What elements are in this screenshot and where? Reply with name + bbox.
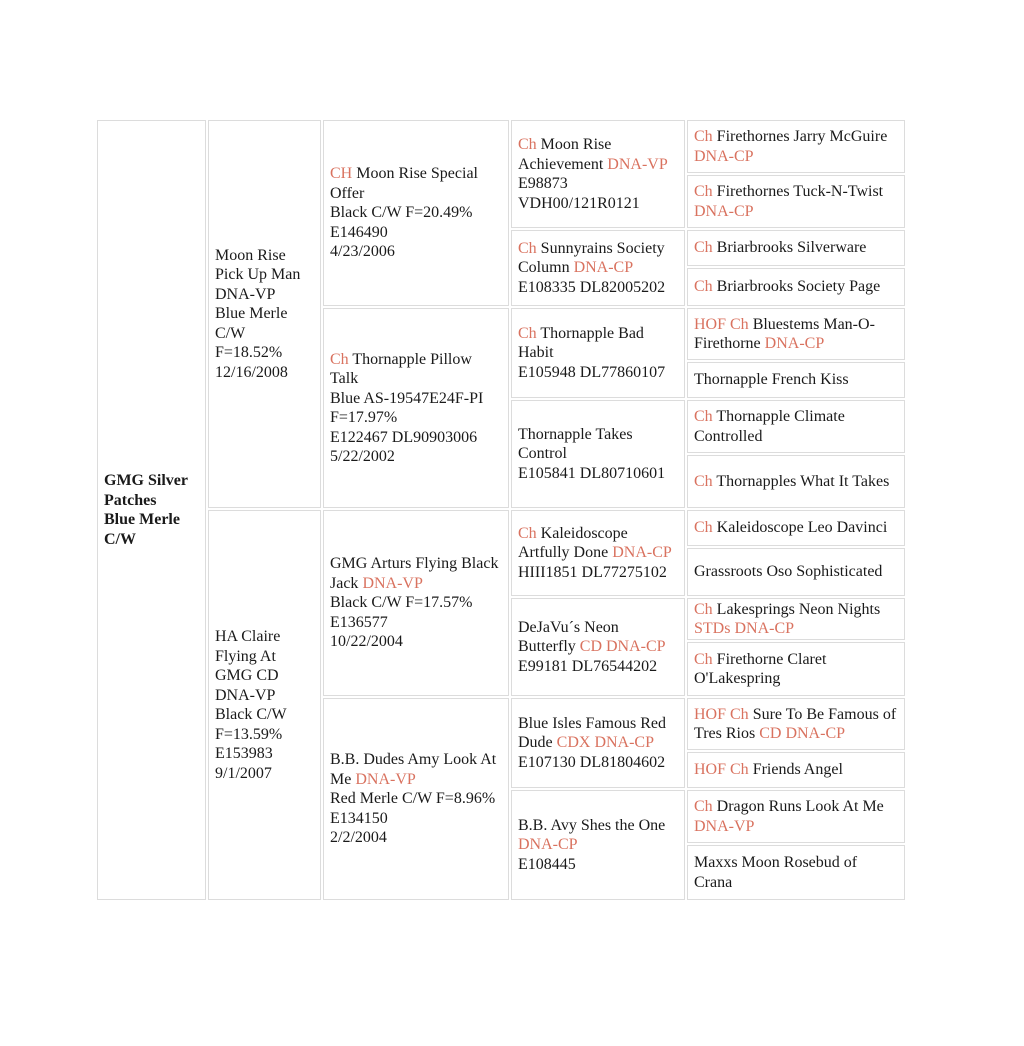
title-prefix: Ch	[694, 650, 713, 668]
ssdd-cell	[687, 268, 905, 306]
sdsd-cell	[687, 362, 905, 398]
dds-cell	[511, 698, 685, 788]
dna-tag: DNA-CP	[694, 202, 754, 220]
ssd-details: Ch Sunnyrains Society Column DNA-CP E108335 DL82005202	[518, 239, 666, 296]
ssdd-details: Ch Briarbrooks Society Page	[694, 278, 881, 296]
ddsd-details: HOF Ch Friends Angel	[694, 761, 843, 779]
ssds-details: Ch Briarbrooks Silverware	[694, 239, 867, 257]
sdsd-details: Thornapple French Kiss	[694, 371, 849, 389]
sdss-details: HOF Ch Bluestems Man-O-Firethorne DNA-CP	[694, 315, 875, 352]
ssss-details: Ch Firethornes Jarry McGuire DNA-CP	[694, 128, 888, 165]
ddds-details: Ch Dragon Runs Look At Me DNA-VP	[694, 798, 884, 835]
title-prefix: HOF Ch	[694, 761, 749, 779]
dna-tag: STDs DNA-CP	[694, 620, 795, 637]
title-prefix: Ch	[330, 350, 349, 368]
ddd-details: B.B. Avy Shes the One DNA-CP E108445	[518, 816, 666, 873]
ssds-cell	[687, 230, 905, 266]
dss-details: Ch Kaleidoscope Artfully Done DNA-CP HIII1851 DL77275102	[518, 524, 672, 581]
dna-tag: DNA-CP	[764, 335, 825, 352]
sss-details: Ch Moon Rise Achievement DNA-VP E98873 VDH00/121R0121	[518, 136, 668, 212]
dog-name: GMG Silver Patches Blue Merle C/W	[104, 472, 188, 548]
ssd-cell	[511, 230, 685, 306]
ddsd-cell	[687, 752, 905, 788]
title-prefix: Ch	[694, 798, 713, 815]
title-prefix: HOF Ch	[694, 315, 749, 333]
dna-tag: DNA-VP	[694, 817, 755, 835]
dna-tag: DNA-CP	[518, 836, 578, 854]
sdss-cell	[687, 308, 905, 360]
dssd-cell	[687, 548, 905, 596]
sssd-cell	[687, 175, 905, 228]
title-prefix: Ch	[694, 239, 713, 257]
sds-details: Ch Thornapple Bad Habit E105948 DL77860107	[518, 324, 666, 381]
sdds-cell	[687, 400, 905, 453]
dsss-cell	[687, 510, 905, 546]
title-prefix: Ch	[694, 278, 713, 296]
sddd-details: Ch Thornapples What It Takes	[694, 472, 890, 490]
dna-tag: DNA-CP	[694, 147, 754, 165]
ddds-cell	[687, 790, 905, 843]
title-prefix: Ch	[518, 239, 537, 257]
ddss-cell	[687, 698, 905, 750]
dna-tag: DNA-CP	[573, 259, 634, 277]
dsdd-cell	[687, 642, 905, 696]
dna-tag: CD DNA-CP	[579, 638, 666, 656]
pedigree-chart	[97, 120, 905, 900]
sire-sire-details: CH Moon Rise Special Offer Black C/W F=20.49% E146490 4/23/2006	[330, 165, 478, 261]
title-prefix: Ch	[694, 183, 713, 200]
sdd-details: Thornapple Takes Control E105841 DL80710601	[518, 425, 666, 482]
sds-cell	[511, 308, 685, 398]
sdds-details: Ch Thornapple Climate Controlled	[694, 408, 845, 445]
sire-dam-cell	[323, 308, 509, 508]
dss-cell	[511, 510, 685, 596]
title-prefix: HOF Ch	[694, 705, 749, 723]
dssd-details: Grassroots Oso Sophisticated	[694, 563, 883, 581]
dam-dam-cell	[323, 698, 509, 900]
sire-cell	[208, 120, 321, 508]
title-prefix: Ch	[694, 600, 713, 618]
dna-tag: DNA-CP	[612, 544, 672, 562]
title-prefix: Ch	[518, 136, 537, 153]
title-prefix: CH	[330, 165, 353, 183]
sddd-cell	[687, 455, 905, 508]
dddd-details: Maxxs Moon Rosebud of Crana	[694, 854, 858, 891]
sire-sire-cell	[323, 120, 509, 306]
ddd-cell	[511, 790, 685, 900]
sss-cell	[511, 120, 685, 228]
dam-sire-details: GMG Arturs Flying Black Jack DNA-VP Black C/W F=17.57% E136577 10/22/2004	[330, 555, 499, 651]
dsds-details: Ch Lakesprings Neon Nights STDs DNA-CP	[694, 600, 881, 637]
dog-cell	[97, 120, 206, 900]
dna-tag: DNA-VP	[607, 155, 668, 173]
ddss-details: HOF Ch Sure To Be Famous of Tres Rios CD DNA-CP	[694, 705, 897, 742]
sdd-cell	[511, 400, 685, 508]
title-prefix: Ch	[694, 408, 713, 425]
dddd-cell	[687, 845, 905, 900]
sire-dam-details: Ch Thornapple Pillow Talk Blue AS-19547E24F-PI F=17.97% E122467 DL90903006 5/22/2002	[330, 350, 484, 465]
title-prefix: Ch	[694, 128, 713, 145]
dds-details: Blue Isles Famous Red Dude CDX DNA-CP E107130 DL81804602	[518, 714, 666, 771]
title-prefix: Ch	[694, 519, 713, 537]
dna-tag: DNA-VP	[362, 574, 423, 592]
ssss-cell	[687, 120, 905, 173]
title-prefix: Ch	[694, 472, 713, 490]
dna-tag: CD DNA-CP	[759, 725, 846, 742]
dam-dam-details: B.B. Dudes Amy Look At Me DNA-VP Red Merle C/W F=8.96% E134150 2/2/2004	[330, 751, 497, 847]
dna-tag: CDX DNA-CP	[556, 734, 654, 752]
sssd-details: Ch Firethornes Tuck-N-Twist DNA-CP	[694, 183, 884, 220]
sire-details: Moon Rise Pick Up Man DNA-VP Blue Merle C/W F=18.52% 12/16/2008	[215, 246, 301, 381]
title-prefix: Ch	[518, 324, 537, 342]
dam-sire-cell	[323, 510, 509, 696]
dna-tag: DNA-VP	[355, 770, 416, 788]
dsds-cell	[687, 598, 905, 640]
dam-cell	[208, 510, 321, 900]
dsdd-details: Ch Firethorne Claret O'Lakespring	[694, 650, 827, 687]
dsd-details: DeJaVu´s Neon Butterfly CD DNA-CP E99181 DL76544202	[518, 618, 666, 675]
title-prefix: Ch	[518, 524, 537, 542]
dsd-cell	[511, 598, 685, 696]
dsss-details: Ch Kaleidoscope Leo Davinci	[694, 519, 888, 537]
dam-details: HA Claire Flying At GMG CD DNA-VP Black C/W F=13.59% E153983 9/1/2007	[215, 628, 287, 782]
